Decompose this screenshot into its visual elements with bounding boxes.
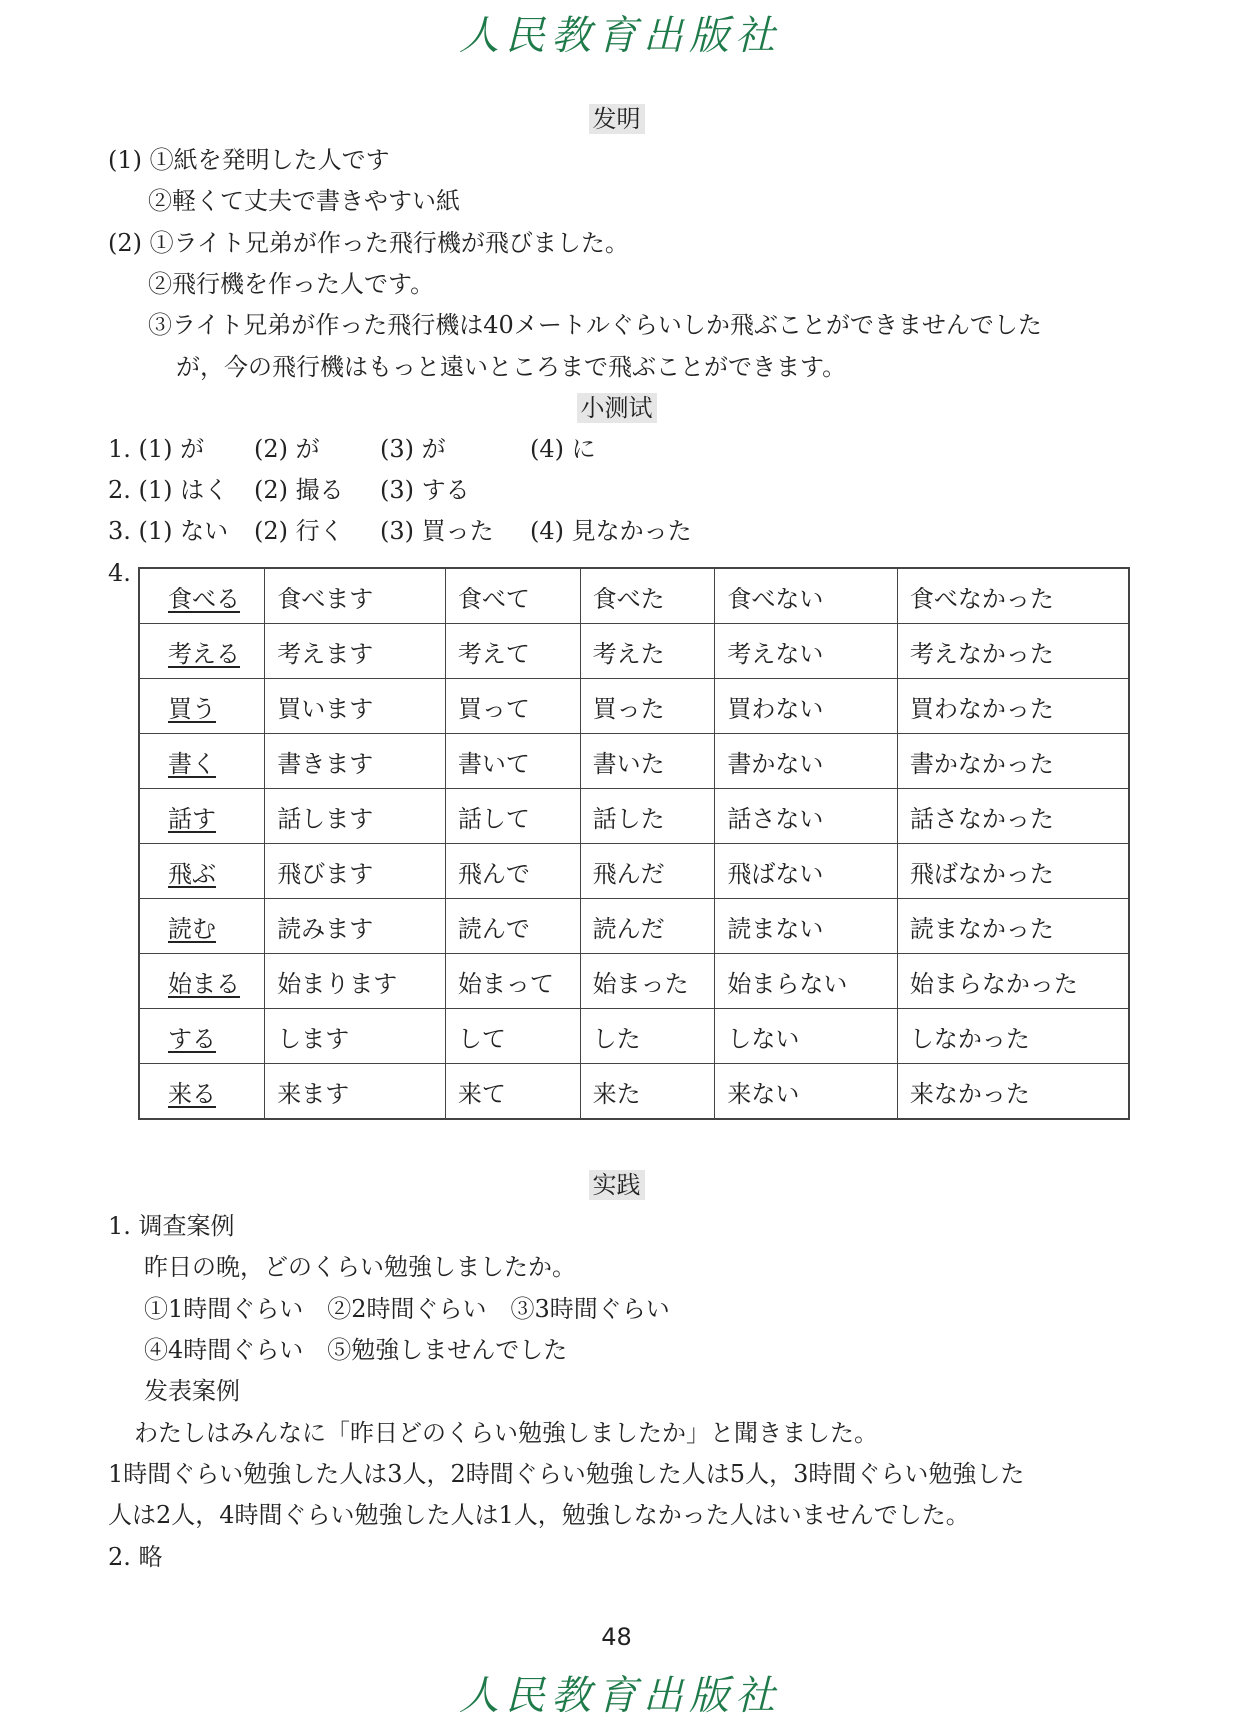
invention-line-2: ②軽くて丈夫で書きやすい紙 — [148, 187, 460, 215]
verb-dictionary-form: 書く — [139, 734, 265, 789]
verb-form-cell: 読まない — [715, 899, 898, 954]
verb-form-cell: 始まらない — [715, 954, 898, 1009]
table-row — [139, 624, 1129, 679]
invention-line-1: (1) ①紙を発明した人です — [108, 146, 390, 174]
verb-form-cell: しない — [715, 1009, 898, 1064]
verb-form-cell: 食べます — [265, 568, 446, 624]
practice-line-1: 1. 调查案例 — [108, 1212, 235, 1240]
table-row — [139, 679, 1129, 734]
table-row — [139, 844, 1129, 899]
publisher-logo-footer: 人民教育出版社 — [459, 1673, 781, 1719]
verb-form-cell: 来て — [445, 1064, 580, 1120]
practice-line-8: 人は2人，4時間ぐらい勉強した人は1人，勉強しなかった人はいませんでした。 — [108, 1501, 970, 1529]
quiz-q4-label: 4. — [108, 559, 131, 587]
quiz-q3-a2: (2) 行く — [254, 517, 344, 545]
verb-form-cell: して — [445, 1009, 580, 1064]
practice-line-2: 昨日の晩，どのくらい勉強しましたか。 — [144, 1253, 576, 1281]
verb-dictionary-form: 来る — [139, 1064, 265, 1120]
table-row — [139, 899, 1129, 954]
verb-form-cell: 始まった — [580, 954, 715, 1009]
quiz-q3 — [108, 516, 808, 546]
verb-form-cell: 考えた — [580, 624, 715, 679]
verb-form-cell: 飛ばなかった — [897, 844, 1129, 899]
section-title-invention-text: 发明 — [589, 104, 645, 134]
verb-form-cell: 来た — [580, 1064, 715, 1120]
verb-form-cell: 来ない — [715, 1064, 898, 1120]
table-row — [139, 1009, 1129, 1064]
table-row — [139, 789, 1129, 844]
section-title-practice — [0, 1170, 1233, 1200]
verb-form-cell: 読みます — [265, 899, 446, 954]
verb-form-cell: 買った — [580, 679, 715, 734]
section-title-quiz — [0, 393, 1233, 423]
invention-line-4: ②飛行機を作った人です。 — [148, 270, 435, 298]
verb-form-cell: します — [265, 1009, 446, 1064]
verb-dictionary-form: 飛ぶ — [139, 844, 265, 899]
page-number: 48 — [601, 1623, 632, 1651]
invention-line-3: (2) ①ライト兄弟が作った飛行機が飛びました。 — [108, 229, 629, 257]
verb-form-cell: 飛びます — [265, 844, 446, 899]
verb-form-cell: 食べない — [715, 568, 898, 624]
verb-form-cell: 食べて — [445, 568, 580, 624]
verb-form-cell: 書いた — [580, 734, 715, 789]
verb-form-cell: 買わなかった — [897, 679, 1129, 734]
verb-form-cell: 話した — [580, 789, 715, 844]
verb-form-cell: 飛ばない — [715, 844, 898, 899]
verb-form-cell: した — [580, 1009, 715, 1064]
verb-form-cell: 始まって — [445, 954, 580, 1009]
table-row — [139, 954, 1129, 1009]
verb-form-cell: 食べなかった — [897, 568, 1129, 624]
verb-form-cell: 食べた — [580, 568, 715, 624]
verb-dictionary-form: 話す — [139, 789, 265, 844]
quiz-q2-a2: (2) 撮る — [254, 476, 344, 504]
publisher-logo-header: 人民教育出版社 — [459, 13, 781, 59]
verb-dictionary-form: 考える — [139, 624, 265, 679]
verb-form-cell: しなかった — [897, 1009, 1129, 1064]
section-title-quiz-text: 小测试 — [577, 393, 657, 423]
verb-table-body — [139, 568, 1129, 1119]
verb-form-cell: 話します — [265, 789, 446, 844]
verb-form-cell: 始まらなかった — [897, 954, 1129, 1009]
verb-form-cell: 考えます — [265, 624, 446, 679]
table-row — [139, 568, 1129, 624]
quiz-q3-a1: 3. (1) ない — [108, 517, 229, 545]
quiz-q2-a1: 2. (1) はく — [108, 476, 229, 504]
verb-form-cell: 始まります — [265, 954, 446, 1009]
verb-form-cell: 飛んだ — [580, 844, 715, 899]
verb-conjugation-table — [138, 567, 1130, 1120]
verb-form-cell: 買わない — [715, 679, 898, 734]
quiz-q1-a1: 1. (1) が — [108, 435, 205, 463]
verb-form-cell: 飛んで — [445, 844, 580, 899]
practice-line-7: 1時間ぐらい勉強した人は3人，2時間ぐらい勉強した人は5人，3時間ぐらい勉強した — [108, 1460, 1025, 1488]
quiz-q2-a3: (3) する — [380, 476, 470, 504]
verb-form-cell: 考えなかった — [897, 624, 1129, 679]
practice-line-4: ④4時間ぐらい ⑤勉強しませんでした — [144, 1336, 568, 1364]
verb-form-cell: 書かない — [715, 734, 898, 789]
practice-line-6: わたしはみんなに「昨日どのくらい勉強しましたか」と聞きました。 — [134, 1419, 878, 1447]
verb-form-cell: 書かなかった — [897, 734, 1129, 789]
quiz-q1-a3: (3) が — [380, 435, 446, 463]
verb-form-cell: 話さない — [715, 789, 898, 844]
quiz-q3-a4: (4) 見なかった — [530, 517, 692, 545]
invention-line-5: ③ライト兄弟が作った飛行機は40メートルぐらいしか飛ぶことができませんでした — [148, 311, 1042, 339]
verb-form-cell: 考えない — [715, 624, 898, 679]
section-title-invention — [0, 104, 1233, 134]
verb-form-cell: 読んで — [445, 899, 580, 954]
verb-form-cell: 買います — [265, 679, 446, 734]
table-row — [139, 734, 1129, 789]
verb-form-cell: 話して — [445, 789, 580, 844]
practice-line-9: 2. 略 — [108, 1543, 163, 1571]
verb-dictionary-form: 読む — [139, 899, 265, 954]
invention-line-6: が，今の飛行機はもっと遠いところまで飛ぶことができます。 — [176, 353, 847, 381]
verb-dictionary-form: する — [139, 1009, 265, 1064]
quiz-q3-a3: (3) 買った — [380, 517, 494, 545]
verb-form-cell: 書いて — [445, 734, 580, 789]
quiz-q1-a4: (4) に — [530, 435, 596, 463]
verb-form-cell: 書きます — [265, 734, 446, 789]
verb-dictionary-form: 食べる — [139, 568, 265, 624]
verb-form-cell: 来なかった — [897, 1064, 1129, 1120]
verb-form-cell: 買って — [445, 679, 580, 734]
verb-form-cell: 来ます — [265, 1064, 446, 1120]
section-title-practice-text: 实践 — [589, 1170, 645, 1200]
verb-dictionary-form: 始まる — [139, 954, 265, 1009]
table-row — [139, 1064, 1129, 1120]
verb-form-cell: 話さなかった — [897, 789, 1129, 844]
quiz-q1 — [108, 434, 808, 464]
verb-dictionary-form: 買う — [139, 679, 265, 734]
quiz-q1-a2: (2) が — [254, 435, 320, 463]
practice-line-5: 发表案例 — [144, 1377, 240, 1405]
quiz-q2 — [108, 475, 808, 505]
practice-line-3: ①1時間ぐらい ②2時間ぐらい ③3時間ぐらい — [144, 1295, 670, 1323]
verb-form-cell: 読んだ — [580, 899, 715, 954]
verb-form-cell: 考えて — [445, 624, 580, 679]
verb-form-cell: 読まなかった — [897, 899, 1129, 954]
